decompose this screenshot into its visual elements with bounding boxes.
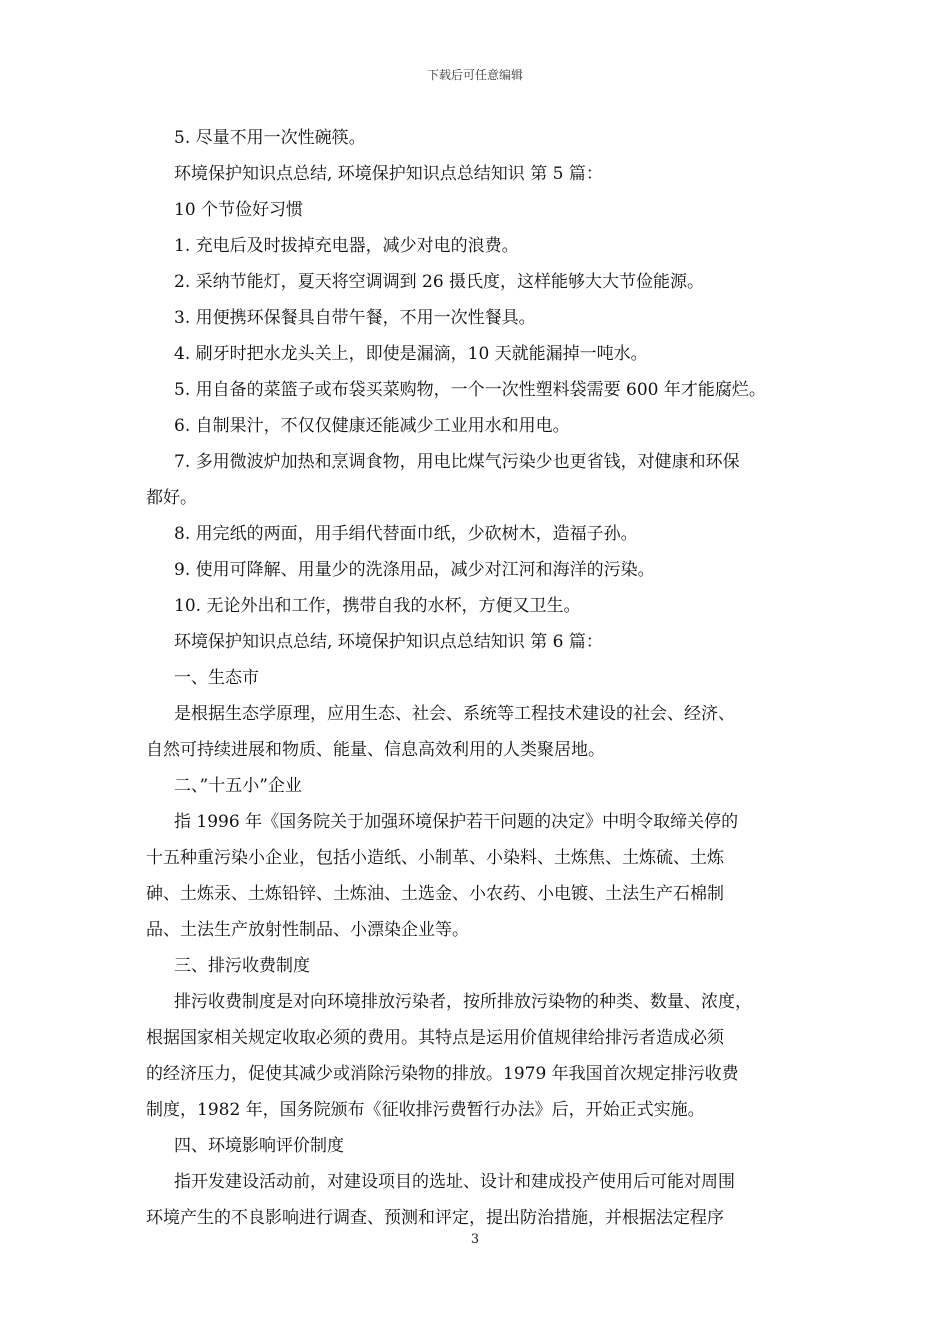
paragraph-line: 二、”十五小”企业: [174, 776, 302, 796]
paragraph-line: 4. 刷牙时把水龙头关上，即使是漏滴，10 天就能漏掉一吨水。: [174, 344, 648, 364]
paragraph-line: 7. 多用微波炉加热和烹调食物，用电比煤气污染少也更省钱，对健康和环保: [174, 452, 740, 472]
paragraph-line: 的经济压力，促使其减少或消除污染物的排放。1979 年我国首次规定排污收费: [146, 1064, 739, 1084]
paragraph-line: 十五种重污染小企业，包括小造纸、小制革、小染料、土炼焦、土炼硫、土炼: [146, 848, 724, 868]
paragraph-line: 指开发建设活动前，对建设项目的选址、设计和建成投产使用后可能对周围: [174, 1172, 735, 1192]
paragraph-line: 指 1996 年《国务院关于加强环境保护若干问题的决定》中明令取缔关停的: [174, 812, 739, 832]
paragraph-line: 是根据生态学原理，应用生态、社会、系统等工程技术建设的社会、经济、: [174, 704, 735, 724]
paragraph-line: 9. 使用可降解、用量少的洗涤用品，减少对江河和海洋的污染。: [174, 560, 655, 580]
paragraph-line: 都好。: [146, 488, 197, 508]
page-number: 3: [470, 1232, 480, 1247]
paragraph-line: 10 个节俭好习惯: [174, 200, 304, 220]
paragraph-line: 6. 自制果汁，不仅仅健康还能减少工业用水和用电。: [174, 416, 570, 436]
paragraph-line: 一、生态市: [174, 668, 259, 688]
paragraph-line: 排污收费制度是对向环境排放污染者，按所排放污染物的种类、数量、浓度，: [174, 992, 752, 1012]
paragraph-line: 四、环境影响评价制度: [174, 1136, 344, 1156]
page-header: 下载后可任意编辑: [426, 68, 523, 82]
document-body: [146, 120, 806, 1236]
paragraph-line: 5. 尽量不用一次性碗筷。: [174, 128, 366, 148]
paragraph-line: 环境保护知识点总结, 环境保护知识点总结知识 第 6 篇：: [174, 632, 603, 652]
paragraph-line: 10. 无论外出和工作，携带自我的水杯，方便又卫生。: [174, 596, 581, 616]
paragraph-line: 砷、土炼汞、土炼铅锌、土炼油、土选金、小农药、小电镀、土法生产石棉制: [146, 884, 724, 904]
paragraph-line: 品、土法生产放射性制品、小漂染企业等。: [146, 920, 469, 940]
paragraph-line: 根据国家相关规定收取必须的费用。其特点是运用价值规律给排污者造成必须: [146, 1028, 724, 1048]
paragraph-line: 5. 用自备的菜篮子或布袋买菜购物，一个一次性塑料袋需要 600 年才能腐烂。: [174, 380, 766, 400]
paragraph-line: 自然可持续进展和物质、能量、信息高效利用的人类聚居地。: [146, 740, 605, 760]
paragraph-line: 2. 采纳节能灯，夏天将空调调到 26 摄氏度，这样能够大大节俭能源。: [174, 272, 705, 292]
paragraph-line: 3. 用便携环保餐具自带午餐，不用一次性餐具。: [174, 308, 536, 328]
paragraph-line: 制度，1982 年，国务院颁布《征收排污费暂行办法》后，开始正式实施。: [146, 1100, 705, 1120]
paragraph-line: 三、排污收费制度: [174, 956, 310, 976]
paragraph-line: 1. 充电后及时拔掉充电器，减少对电的浪费。: [174, 236, 519, 256]
paragraph-line: 8. 用完纸的两面，用手绢代替面巾纸，少砍树木，造福子孙。: [174, 524, 638, 544]
paragraph-line: 环境保护知识点总结, 环境保护知识点总结知识 第 5 篇：: [174, 164, 603, 184]
paragraph-line: 环境产生的不良影响进行调查、预测和评定，提出防治措施，并根据法定程序: [146, 1208, 724, 1228]
